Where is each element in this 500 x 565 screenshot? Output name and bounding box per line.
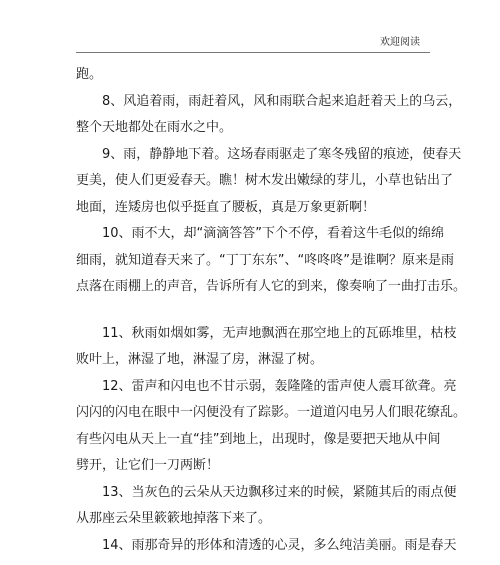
paragraph-8-line: 8、风追着雨，雨赶着风，风和雨联合起来追赶着天上的乌云， bbox=[102, 93, 462, 109]
text-line: 从那座云朵里簌簌地掉落下来了。 bbox=[76, 511, 272, 526]
paragraph-10-line: 10、雨不大，却“滴滴答答”下个不停，看着这牛毛似的绵绵 bbox=[102, 226, 445, 241]
header-divider bbox=[76, 52, 430, 53]
text-line: 闪闪的闪电在眼中一闪便没有了踪影。一道道闪电另人们眼花缭乱。 bbox=[76, 405, 467, 420]
text-line: 跑。 bbox=[76, 67, 103, 82]
header-link[interactable]: 欢迎阅读 bbox=[380, 37, 420, 48]
paragraph-11-line: 11、秋雨如烟如雾，无声地飘洒在那空地上的瓦砾堆里，枯枝 bbox=[102, 325, 457, 341]
text-line: 整个天地都处在雨水之中。 bbox=[76, 120, 233, 135]
text-line: 有些闪电从天上一直“挂”到地上，出现时，像是要把天地从中间 bbox=[76, 431, 441, 447]
document-body bbox=[76, 62, 467, 559]
paragraph-12-line: 12、雷声和闪电也不甘示弱，轰隆隆的雷声使人震耳欲聋。亮 bbox=[102, 378, 457, 394]
text-line: 细雨，就知道春天来了。“丁丁东东”、“咚咚咚”是谁啊？原来是雨 bbox=[76, 252, 454, 268]
paragraph-9-line: 9、雨，静静地下着。这场春雨驱走了寒冬残留的痕迹，使春天 bbox=[102, 146, 462, 162]
text-line: 败叶上，淋湿了地，淋湿了房，淋湿了树。 bbox=[76, 352, 324, 367]
paragraph-14-line: 14、雨那奇异的形体和清透的心灵，多么纯洁美丽。雨是春天 bbox=[102, 537, 457, 553]
paragraph-13-line: 13、当灰色的云朵从天边飘移过来的时候，紧随其后的雨点便 bbox=[102, 484, 457, 500]
text-line: 点落在雨棚上的声音，告诉所有人它的到来，像奏响了一曲打击乐。 bbox=[76, 279, 467, 294]
text-line: 劈开，让它们一刀两断！ bbox=[76, 458, 220, 473]
text-line: 地面，连矮房也似乎挺直了腰板，真是万象更新啊！ bbox=[76, 199, 376, 215]
text-line: 更美，使人们更爱春天。瞧！树木发出嫩绿的芽儿，小草也钻出了 bbox=[76, 173, 454, 188]
paragraph-gap bbox=[76, 301, 436, 321]
